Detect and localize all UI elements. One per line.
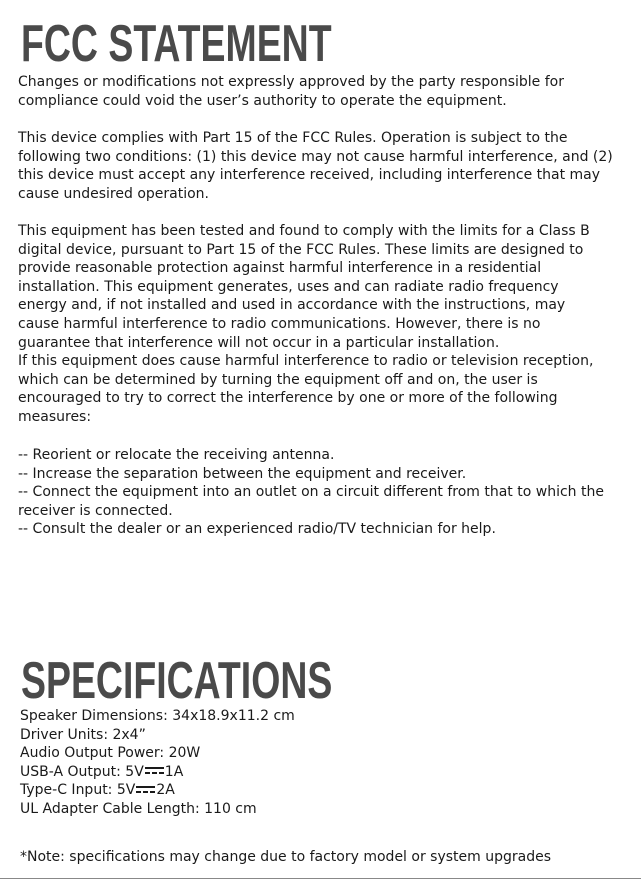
spec-type-c-current: 2A — [156, 782, 175, 799]
direct-current-icon — [145, 767, 164, 774]
text-line: cause harmful interference to radio communications. However, there is no — [18, 315, 541, 332]
spec-usb-a-output — [20, 763, 295, 782]
specifications-list — [20, 707, 295, 819]
fcc-paragraph-class-b — [18, 222, 593, 427]
text-line: Changes or modifications not expressly approved by the party responsible for — [18, 74, 564, 90]
spec-usb-a-label: USB-A Output: 5V — [20, 763, 144, 780]
text-line: this device must accept any interference received, including interference that may — [18, 167, 601, 184]
spec-driver-units: Driver Units: 2x4” — [20, 726, 146, 743]
text-line: cause undesired operation. — [18, 185, 210, 202]
text-line: installation. This equipment generates, uses and can radiate radio frequency — [18, 278, 559, 295]
text-line: following two conditions: (1) this device may not cause harmful interference, and (2) — [18, 148, 613, 165]
spec-audio-output: Audio Output Power: 20W — [20, 745, 201, 762]
measure-item: -- Connect the equipment into an outlet on a circuit different from that to which the — [18, 484, 604, 501]
fcc-measures-list — [18, 446, 604, 539]
text-line: This device complies with Part 15 of the FCC Rules. Operation is subject to the — [18, 130, 568, 146]
text-line: This equipment has been tested and found to comply with the limits for a Class B — [18, 223, 590, 239]
fcc-paragraph-modifications — [18, 73, 564, 110]
text-line: energy and, if not installed and used in accordance with the instructions, may — [18, 297, 566, 314]
fcc-paragraph-compliance — [18, 129, 613, 203]
fcc-statement-heading: FCC STATEMENT — [21, 15, 332, 73]
measure-item: -- Increase the separation between the equipment and receiver. — [18, 465, 467, 482]
specifications-heading: SPECIFICATIONS — [21, 652, 333, 710]
spec-cable-length: UL Adapter Cable Length: 110 cm — [20, 800, 257, 817]
text-line: If this equipment does cause harmful interference to radio or television reception, — [18, 353, 594, 370]
text-line: compliance could void the user’s authority to operate the equipment. — [18, 92, 507, 109]
measure-item: -- Reorient or relocate the receiving antenna. — [18, 447, 335, 463]
spec-type-c-input — [20, 781, 295, 800]
spec-usb-a-current: 1A — [164, 763, 184, 780]
specifications-note: *Note: specifications may change due to factory model or system upgrades — [20, 849, 552, 865]
text-line: which can be determined by turning the equipment off and on, the user is — [18, 371, 538, 388]
direct-current-icon — [136, 786, 155, 793]
spec-speaker-dimensions: Speaker Dimensions: 34x18.9x11.2 cm — [20, 708, 295, 724]
bottom-divider — [0, 878, 641, 879]
text-line: guarantee that interference will not occur in a particular installation. — [18, 334, 500, 351]
measure-item: -- Consult the dealer or an experienced radio/TV technician for help. — [18, 521, 496, 538]
text-line: provide reasonable protection against harmful interference in a residential — [18, 260, 542, 277]
spec-type-c-label: Type-C Input: 5V — [20, 782, 136, 799]
text-line: digital device, pursuant to Part 15 of the FCC Rules. These limits are designed to — [18, 241, 584, 258]
text-line: encouraged to try to correct the interference by one or more of the following — [18, 390, 558, 407]
text-line: measures: — [18, 408, 92, 425]
measure-item: receiver is connected. — [18, 502, 173, 519]
